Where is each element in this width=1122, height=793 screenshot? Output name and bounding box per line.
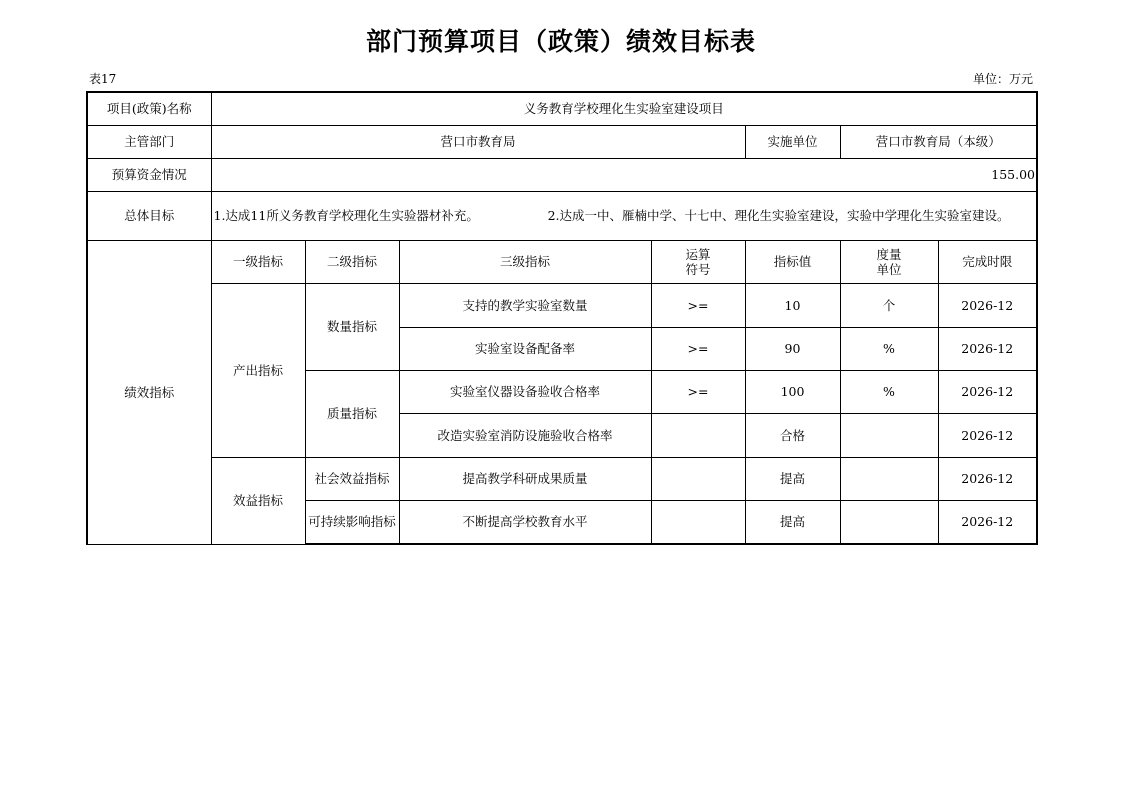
- performance-label: 绩效指标: [87, 240, 211, 544]
- header-level2: 二级指标: [305, 240, 399, 283]
- table-row: [87, 457, 1037, 500]
- indicator-unit: %: [840, 327, 938, 370]
- budget-row: [87, 158, 1037, 191]
- indicator-header-row: [87, 240, 1037, 283]
- header-unit: [840, 240, 938, 283]
- department-label: 主管部门: [87, 125, 211, 158]
- overall-goal-cell: [211, 191, 1037, 240]
- indicator-operator: >=: [651, 370, 745, 413]
- indicator-deadline: 2026-12: [938, 283, 1037, 327]
- indicator-name: 提高教学科研成果质量: [399, 457, 651, 500]
- indicator-operator: >=: [651, 283, 745, 327]
- table-row: [87, 283, 1037, 327]
- indicator-name: 实验室设备配备率: [399, 327, 651, 370]
- budget-label: 预算资金情况: [87, 158, 211, 191]
- indicator-value: 提高: [745, 457, 840, 500]
- indicator-name: 支持的教学实验室数量: [399, 283, 651, 327]
- indicator-name: 改造实验室消防设施验收合格率: [399, 413, 651, 457]
- overall-goal-row: [87, 191, 1037, 240]
- implementer-value: 营口市教育局（本级）: [840, 125, 1037, 158]
- overall-goal-text: 1.达成11所义务教育学校理化生实验器材补充。 2.达成一中、雁楠中学、十七中、理化生实验室建设，实验中学理化生实验室建设。: [213, 208, 1010, 223]
- indicator-operator: [651, 457, 745, 500]
- project-row: [87, 92, 1037, 125]
- budget-value: 155.00: [211, 158, 1037, 191]
- subgroup-sustainable: 可持续影响指标: [305, 500, 399, 544]
- header-unit-line1: 度量: [876, 246, 902, 262]
- unit-label: 单位：万元: [972, 72, 1033, 86]
- header-level3: 三级指标: [399, 240, 651, 283]
- implementer-label: 实施单位: [745, 125, 840, 158]
- indicator-operator: >=: [651, 327, 745, 370]
- header-operator-line2: 符号: [685, 261, 711, 277]
- indicator-unit: 个: [840, 283, 938, 327]
- header-operator-line1: 运算: [685, 246, 711, 262]
- department-value: 营口市教育局: [211, 125, 745, 158]
- indicator-value: 提高: [745, 500, 840, 544]
- indicator-name: 实验室仪器设备验收合格率: [399, 370, 651, 413]
- performance-goal-table: [86, 91, 1038, 545]
- indicator-name: 不断提高学校教育水平: [399, 500, 651, 544]
- overall-goal-label: 总体目标: [87, 191, 211, 240]
- header-unit-line2: 单位: [876, 261, 902, 277]
- header-level1: 一级指标: [211, 240, 305, 283]
- header-operator: [651, 240, 745, 283]
- indicator-operator: [651, 500, 745, 544]
- indicator-unit: [840, 457, 938, 500]
- indicator-deadline: 2026-12: [938, 457, 1037, 500]
- subgroup-social: 社会效益指标: [305, 457, 399, 500]
- indicator-unit: %: [840, 370, 938, 413]
- indicator-deadline: 2026-12: [938, 370, 1037, 413]
- header-value: 指标值: [745, 240, 840, 283]
- group-benefit: 效益指标: [211, 457, 305, 544]
- project-label: 项目(政策)名称: [87, 92, 211, 125]
- indicator-value: 合格: [745, 413, 840, 457]
- indicator-deadline: 2026-12: [938, 413, 1037, 457]
- page-title: 部门预算项目（政策）绩效目标表: [365, 27, 756, 56]
- indicator-value: 90: [745, 327, 840, 370]
- indicator-deadline: 2026-12: [938, 327, 1037, 370]
- subgroup-quality: 质量指标: [305, 370, 399, 457]
- indicator-operator: [651, 413, 745, 457]
- indicator-unit: [840, 413, 938, 457]
- group-output: 产出指标: [211, 283, 305, 457]
- indicator-unit: [840, 500, 938, 544]
- indicator-deadline: 2026-12: [938, 500, 1037, 544]
- table-number: 表17: [89, 72, 117, 86]
- project-name: 义务教育学校理化生实验室建设项目: [211, 92, 1037, 125]
- header-deadline: 完成时限: [938, 240, 1037, 283]
- indicator-value: 10: [745, 283, 840, 327]
- indicator-value: 100: [745, 370, 840, 413]
- subgroup-quantity: 数量指标: [305, 283, 399, 370]
- department-row: [87, 125, 1037, 158]
